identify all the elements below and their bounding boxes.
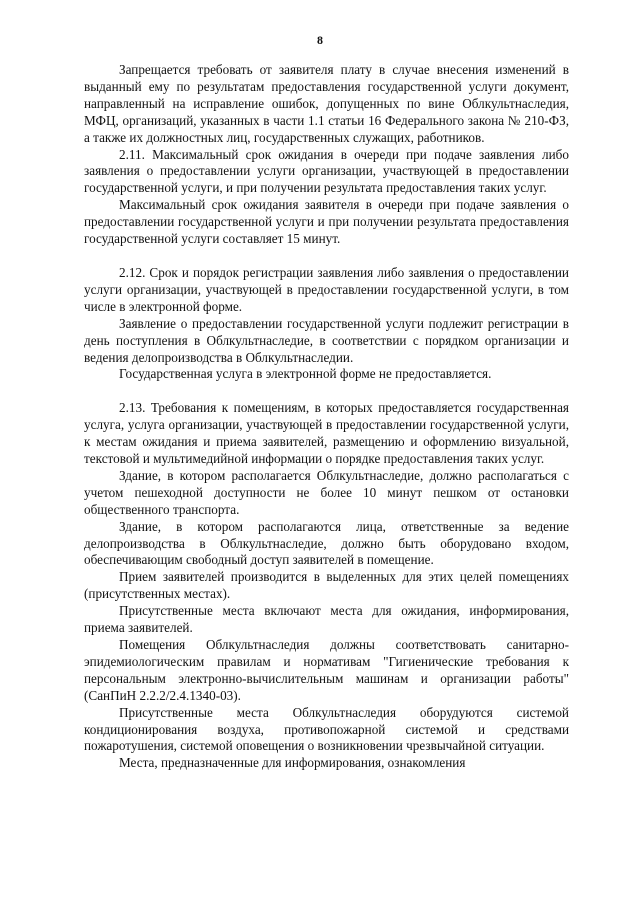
paragraph-2-13-heading: 2.13. Требования к помещениям, в которых предоставляется государственная услуга, услуга организации, участвующей в предоставлении государственной услуги, к местам ожидания и приема заявителей, размещению и оформлению визуальной, текстовой и мультимедийной информации о порядке предоставления таких услуг. (84, 400, 569, 467)
document-body (84, 62, 569, 772)
paragraph: Запрещается требовать от заявителя плату в случае внесения изменений в выданный ему по результатам предоставления государственной услуги документ, направленный на исправление ошибок, допущенных по вине Облкультнаследия, МФЦ, организаций, указанных в части 1.1 статьи 16 Федерального закона № 210-ФЗ, а также их должностных лиц, государственных служащих, работников. (84, 62, 569, 145)
paragraph: Здание, в котором располагаются лица, ответственные за ведение делопроизводства в Облкультнаследие, должно быть оборудовано входом, обеспечивающим свободный доступ заявителей в помещение. (84, 518, 569, 568)
paragraph-2-11-heading: 2.11. Максимальный срок ожидания в очереди при подаче заявления либо заявления о предоставлении услуги организации, участвующей в предоставлении государственной услуги, и при получении результата предоставления таких услуг. (84, 146, 569, 196)
paragraph: Здание, в котором располагается Облкультнаследие, должно располагаться с учетом пешеходной доступности не более 10 минут пешком от остановки общественного транспорта. (84, 467, 569, 517)
paragraph: Присутственные места включают места для ожидания, информирования, приема заявителей. (84, 603, 569, 636)
paragraph: Максимальный срок ожидания заявителя в очереди при подаче заявления о предоставлении государственной услуги и при получении результата предоставления государственной услуги составляет 15 минут. (84, 197, 569, 247)
paragraph: Присутственные места Облкультнаследия оборудуются системой кондиционирования воздуха, противопожарной системой и средствами пожаротушения, системой оповещения о возникновении чрезвычайной ситуации. (84, 704, 569, 754)
paragraph: Прием заявителей производится в выделенных для этих целей помещениях (присутственных местах). (84, 569, 569, 602)
paragraph: Заявление о предоставлении государственной услуги подлежит регистрации в день поступления в Облкультнаследие, в соответствии с порядком организации и ведения делопроизводства в Облкультнаследии. (84, 315, 569, 365)
paragraph: Места, предназначенные для информирования, ознакомления (119, 755, 466, 771)
page-number: 8 (317, 33, 323, 47)
paragraph: Государственная услуга в электронной форме не предоставляется. (119, 366, 492, 382)
paragraph: Помещения Облкультнаследия должны соответствовать санитарно-эпидемиологическим правилам и нормативам "Гигиенические требования к персональным электронно-вычислительным машинам и организации работы" (СанПиН 2.2.2/2.4.1340-03). (84, 637, 569, 703)
paragraph-2-12-heading: 2.12. Срок и порядок регистрации заявления либо заявления о предоставлении услуги организации, участвующей в предоставлении государственной услуги, в том числе в электронной форме. (84, 264, 569, 314)
